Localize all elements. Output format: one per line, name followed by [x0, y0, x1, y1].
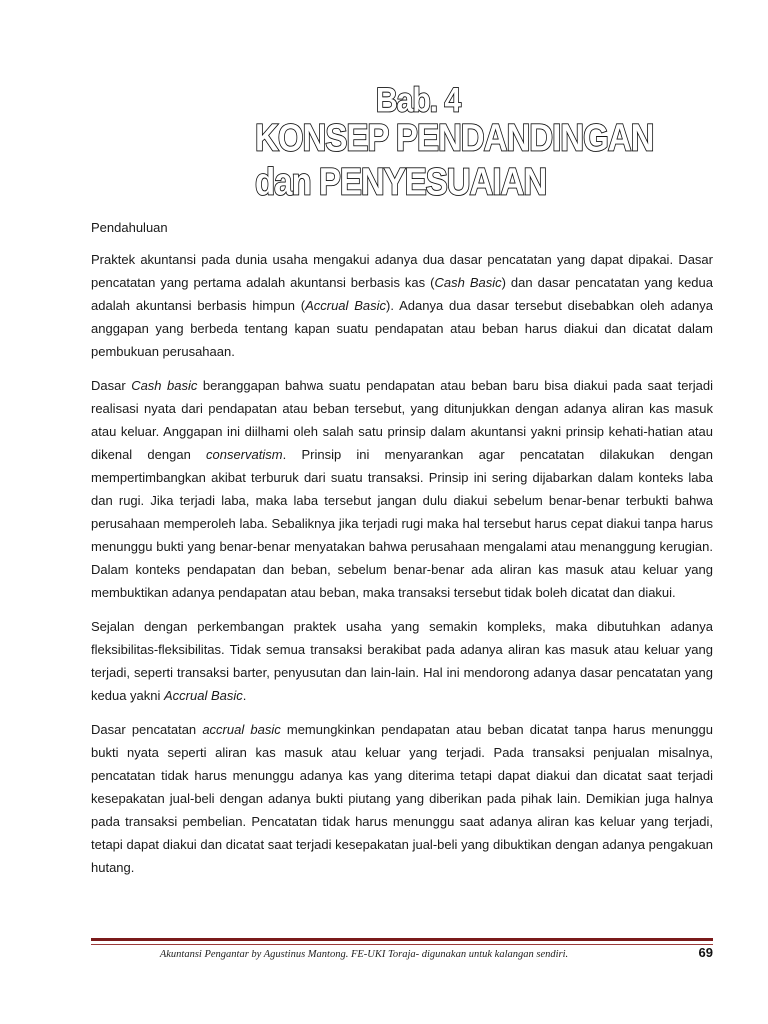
paragraph-1-text-e: ). Adanya dua dasar tersebut disebabkan oleh adanya anggapan yang berbeda tentang kapan suatu pendapatan atau beban harus diakui dan dicatat dalam pembukuan perusahaan.: [91, 298, 714, 359]
paragraph-4-term-accrual-basic: accrual basic: [202, 722, 281, 737]
paragraph-2-text-a: Dasar: [91, 378, 132, 393]
body-content: [91, 218, 713, 890]
paragraph-3-text-c: .: [242, 688, 247, 703]
paragraph-2-text-c: beranggapan bahwa suatu pendapatan atau beban baru bisa diakui pada saat terjadi realisasi nyata dari pendapatan atau beban tersebut, yang ditunjukkan dengan adanya aliran kas masuk atau keluar. Anggapan ini diilhami oleh salah satu prinsip dalam akuntansi yakni prinsip kehati-hatian atau dikenal dengan: [91, 378, 713, 462]
paragraph-4: [91, 718, 713, 879]
paragraph-3-term-accrual-basic: Accrual Basic: [164, 688, 243, 703]
paragraph-3: [91, 615, 713, 707]
paragraph-2-term-cash-basic: Cash basic: [131, 378, 198, 393]
paragraph-1-text-a: Praktek akuntansi pada dunia usaha mengakui adanya dua dasar pencatatan yang dapat dipakai. Dasar pencatatan yang pertama adalah akuntansi berbasis kas (: [91, 252, 713, 290]
paragraph-1: [91, 248, 713, 363]
paragraph-4-text-c: memungkinkan pendapatan atau beban dicatat tanpa harus menunggu bukti nyata seperti aliran kas masuk atau keluar yang terjadi. Pada transaksi penjualan misalnya, pencatatan tidak harus menunggu adanya kas yang diterima tetapi dapat diakui dan dicatat saat terjadi kesepakatan jual-beli dengan adanya bukti piutang yang diberikan pada pihak lain. Demikian juga halnya pada transaksi pembelian. Pencatatan tidak harus menunggu saat adanya aliran kas keluar yang terjadi, tetapi dapat diakui dan dicatat saat terjadi kesepakatan jual-beli yang dibuktikan dengan adanya pengakuan hutang.: [91, 722, 713, 875]
page-number: 69: [698, 945, 713, 960]
paragraph-1-term-cash-basic: Cash Basic: [434, 275, 502, 290]
chapter-title-line-2: dan PENYESUAIAN: [255, 159, 547, 203]
footer-rule-thin: [91, 944, 713, 945]
chapter-number: Bab. 4: [376, 81, 461, 120]
paragraph-3-text-a: Sejalan dengan perkembangan praktek usaha yang semakin kompleks, maka dibutuhkan adanya fleksibilitas-fleksibilitas. Tidak semua transaksi berakibat pada adanya aliran kas masuk atau keluar yang terjadi, seperti transaksi barter, penyusutan dan lain-lain. Hal ini mendorong adanya dasar pencatatan yang kedua yakni: [91, 619, 713, 703]
paragraph-2-term-conservatism: conservatism: [206, 447, 283, 462]
paragraph-2: [91, 374, 713, 604]
footer-text: Akuntansi Pengantar by Agustinus Mantong. FE-UKI Toraja- digunakan untuk kalangan sendiri.: [159, 949, 569, 960]
paragraph-1-text-c: ) dan dasar pencatatan yang kedua adalah akuntansi berbasis himpun (: [91, 275, 714, 313]
paragraph-1-term-accrual-basic: Accrual Basic: [305, 298, 387, 313]
section-heading: Pendahuluan: [91, 220, 168, 235]
chapter-title-line-1: KONSEP PENDANDINGAN: [255, 116, 654, 159]
paragraph-2-text-e: . Prinsip ini menyarankan agar pencatatan dilakukan dengan mempertimbangkan akibat terburuk dari suatu transaksi. Prinsip ini sering dijabarkan dalam konteks laba dan rugi. Jika terjadi laba, maka laba tersebut jangan dulu diakui sebelum benar-benar terbukti bahwa perusahaan memperoleh laba. Sebaliknya jika terjadi rugi maka hal tersebut harus cepat diakui tanpa harus menunggu bukti yang benar-benar menyatakan bahwa perusahaan mengalami atau menanggung kerugian. Dalam konteks pendapatan dan beban, sebelum benar-benar ada aliran kas masuk atau keluar yang membuktikan adanya pendapatan atau beban, maka transaksi tersebut tidak boleh dicatat dan diakui.: [91, 447, 713, 600]
footer-rule-thick: [91, 938, 713, 941]
paragraph-4-text-a: Dasar pencatatan: [91, 722, 203, 737]
